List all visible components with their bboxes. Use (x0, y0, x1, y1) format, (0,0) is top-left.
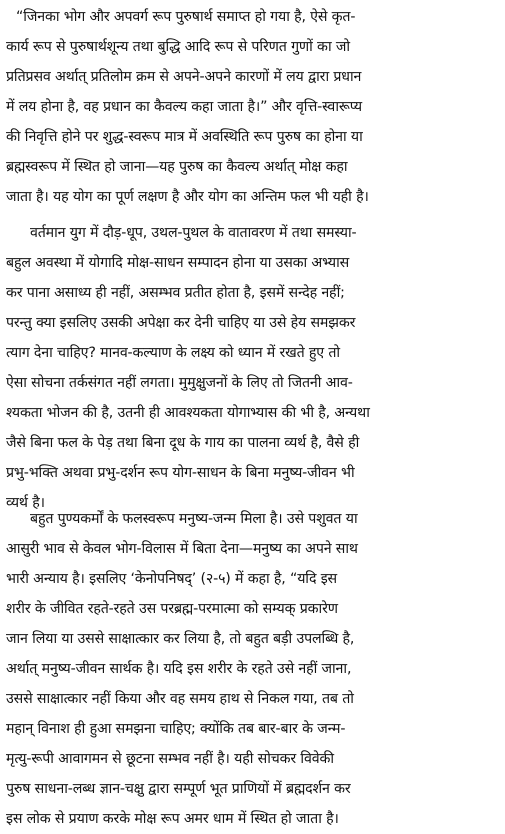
text-line: वर्तमान युग में दौड़-धूप, उथल-पुथल के वातावरण में तथा समस्या- (30, 225, 357, 241)
paragraph-2 (6, 218, 501, 518)
text-line: कार्य रूप से पुरुषार्थशून्य तथा बुद्धि आदि रूप से परिणत गुणों का जो (6, 39, 350, 55)
text-line: भारी अन्याय है। इसलिए ‘केनोपनिषद्’ (२-५) में कहा है, “यदि इस (6, 571, 337, 587)
text-line: श्यकता भोजन की है, उतनी ही आवश्यकता योगाभ्यास की भी है, अन्यथा (6, 405, 370, 421)
text-line: व्यर्थ है। (6, 495, 45, 511)
text-line: प्रभु-भक्ति अथवा प्रभु-दर्शन रूप योग-साधन के बिना मनुष्य-जीवन भी (6, 465, 355, 481)
text-line: “जिनका भोग और अपवर्ग रूप पुरुषार्थ समाप्त हो गया है, ऐसे कृत- (16, 9, 356, 25)
text-line: उससे साक्षात्कार नहीं किया और वह समय हाथ से निकल गया, तब तो (6, 691, 354, 707)
text-line: महान् विनाश ही हुआ समझना चाहिए; क्योंकि तब बार-बार के जन्म- (6, 721, 346, 737)
text-line: पुरुष साधना-लब्ध ज्ञान-चक्षु द्वारा सम्पूर्ण भूत प्राणियों में ब्रह्मदर्शन कर (6, 781, 351, 797)
text-line: ब्रह्मस्वरूप में स्थित हो जाना—यह पुरुष का कैवल्य अर्थात् मोक्ष कहा (6, 159, 348, 175)
text-line: त्याग देना चाहिए? मानव-कल्याण के लक्ष्य को ध्यान में रखते हुए तो (6, 345, 340, 361)
paragraph-3 (6, 504, 501, 834)
text-line: जान लिया या उससे साक्षात्कार कर लिया है, तो बहुत बड़ी उपलब्धि है, (6, 631, 355, 647)
text-line: में लय होना है, वह प्रधान का कैवल्य कहा जाता है।” और वृत्ति-स्वारूप्य (6, 99, 362, 115)
text-line: प्रतिप्रसव अर्थात् प्रतिलोम क्रम से अपने-अपने कारणों में लय द्वारा प्रधान (6, 69, 362, 85)
text-line: बहुत पुण्यकर्मों के फलस्वरूप मनुष्य-जन्म मिला है। उसे पशुवत या (30, 511, 358, 527)
text-line: इस लोक से प्रयाण करके मोक्ष रूप अमर धाम में स्थित हो जाता है। (6, 811, 339, 827)
text-line: शरीर के जीवित रहते-रहते उस परब्रह्म-परमात्मा को सम्यक् प्रकारेण (6, 601, 338, 617)
text-line: जैसे बिना फल के पेड़ तथा बिना दूध के गाय का पालना व्यर्थ है, वैसे ही (6, 435, 360, 451)
text-line: जाता है। यह योग का पूर्ण लक्षण है और योग का अन्तिम फल भी यही है। (6, 189, 369, 205)
text-line: कर पाना असाध्य ही नहीं, असम्भव प्रतीत होता है, इसमें सन्देह नहीं; (6, 285, 345, 301)
text-line: मृत्यु-रूपी आवागमन से छूटना सम्भव नहीं है। यही सोचकर विवेकी (6, 751, 334, 767)
text-line: अर्थात् मनुष्य-जीवन सार्थक है। यदि इस शरीर के रहते उसे नहीं जाना, (6, 661, 352, 677)
text-line: ऐसा सोचना तर्कसंगत नहीं लगता। मुमुक्षुजनों के लिए तो जितनी आव- (6, 375, 353, 391)
paragraph-1 (6, 2, 501, 212)
text-line: बहुल अवस्था में योगादि मोक्ष-साधन सम्पादन होना या उसका अभ्यास (6, 255, 350, 271)
text-line: परन्तु क्या इसलिए उसकी अपेक्षा कर देनी चाहिए या उसे हेय समझकर (6, 315, 356, 331)
text-line: आसुरी भाव से केवल भोग-विलास में बिता देना—मनुष्य का अपने साथ (6, 541, 358, 557)
text-line: की निवृत्ति होने पर शुद्ध-स्वरूप मात्र में अवस्थिति रूप पुरुष का होना या (6, 129, 363, 145)
